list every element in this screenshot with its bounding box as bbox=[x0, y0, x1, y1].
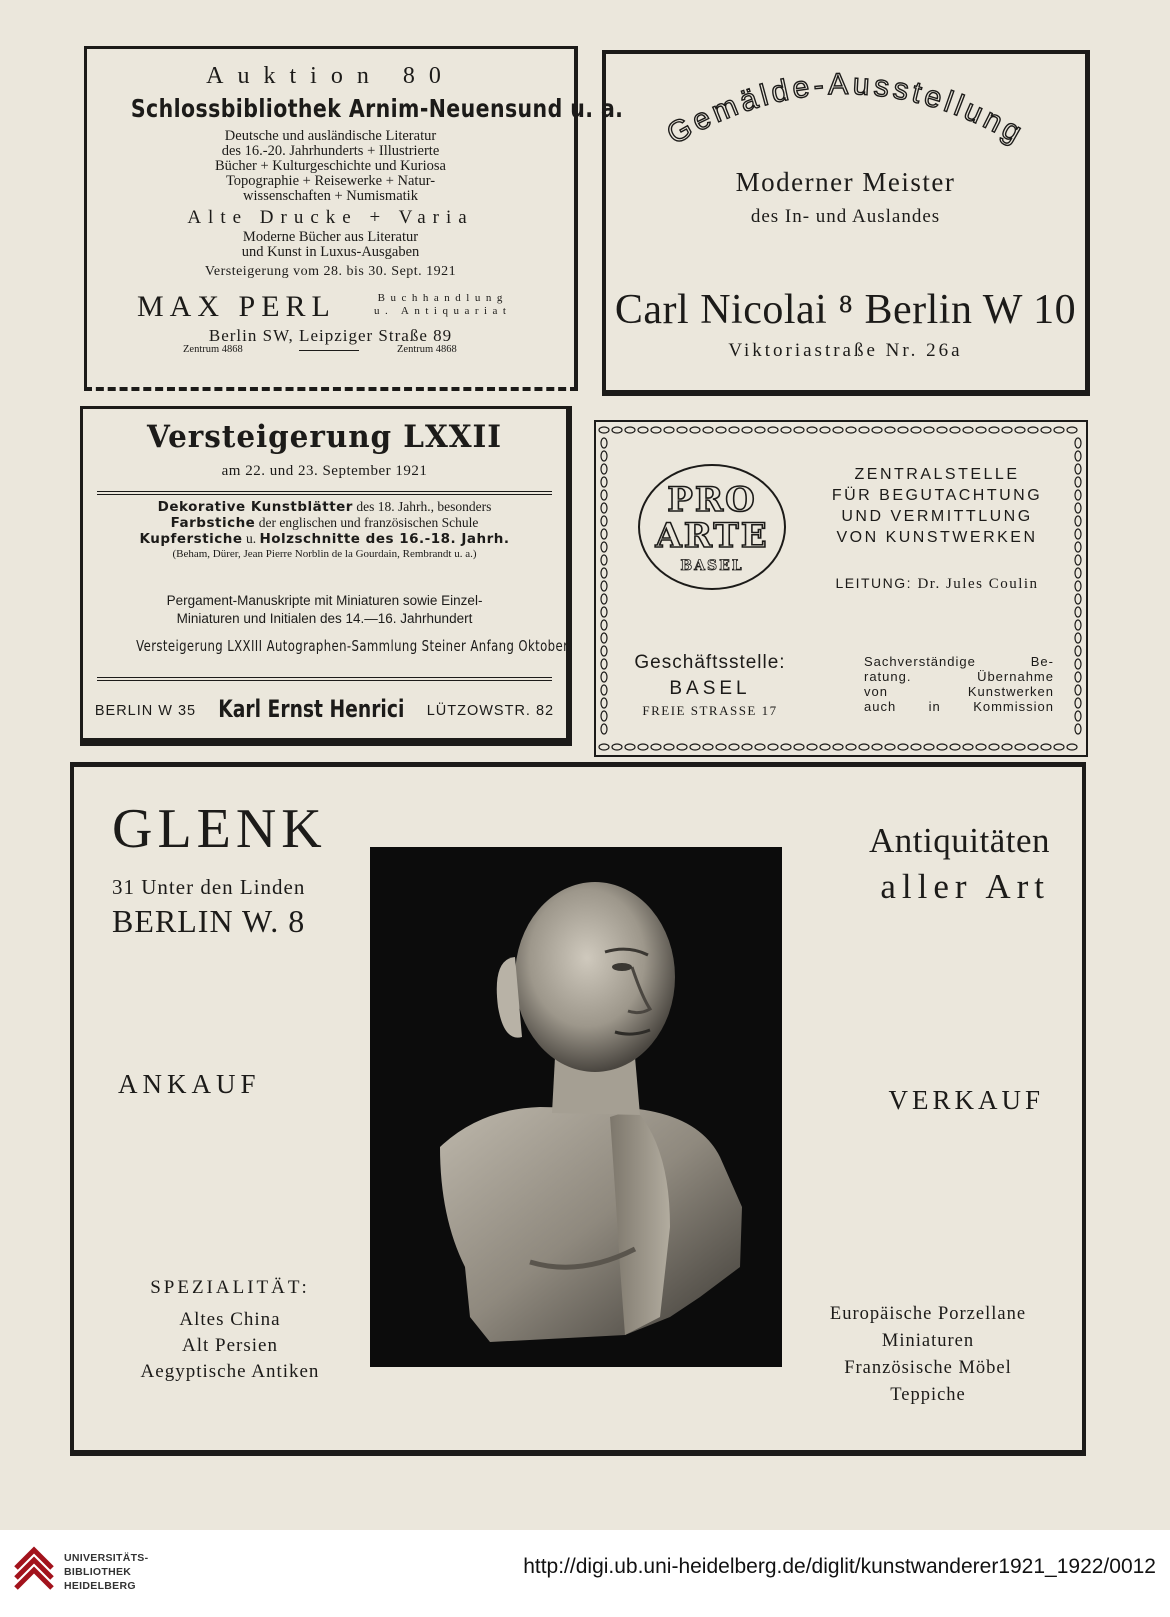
chain-link bbox=[601, 659, 607, 669]
chain-link bbox=[729, 427, 739, 433]
chain-link bbox=[1075, 542, 1081, 552]
firm-row bbox=[87, 286, 574, 326]
chain-link bbox=[599, 744, 609, 750]
chain-link bbox=[859, 427, 869, 433]
speciality-list bbox=[104, 1307, 356, 1385]
chain-link bbox=[1015, 427, 1025, 433]
chain-link bbox=[1075, 711, 1081, 721]
chain-link bbox=[677, 427, 687, 433]
chain-link bbox=[950, 427, 960, 433]
firm-street: LÜTZOWSTR. 82 bbox=[426, 703, 555, 719]
chain-link bbox=[937, 744, 947, 750]
auction-date: Versteigerung vom 28. bis 30. Sept. 1921 bbox=[204, 264, 457, 279]
firm-name: MAX PERL bbox=[137, 290, 336, 323]
chain-link bbox=[1067, 427, 1077, 433]
chain-link bbox=[599, 427, 609, 433]
chain-link bbox=[664, 427, 674, 433]
gallery-name: Carl Nicolai ⁸ Berlin W 10 bbox=[614, 287, 1077, 333]
text-line: Moderne Bücher aus Literatur bbox=[242, 229, 419, 245]
logo-line: ARTE bbox=[655, 516, 769, 556]
auction-description bbox=[87, 129, 574, 204]
chain-link bbox=[1075, 464, 1081, 474]
text-line: auch in Kommission bbox=[864, 699, 1054, 714]
chain-link bbox=[898, 744, 908, 750]
ad-pro-arte bbox=[594, 420, 1088, 757]
firm-footer bbox=[83, 695, 566, 723]
text-line: HEIDELBERG bbox=[64, 1580, 136, 1592]
ad-carl-nicolai bbox=[602, 50, 1090, 396]
list-item: Miniaturen bbox=[881, 1331, 975, 1351]
chain-link bbox=[924, 427, 934, 433]
chain-link bbox=[601, 464, 607, 474]
ankauf-label: ANKAUF bbox=[118, 1069, 261, 1099]
chain-link bbox=[1075, 607, 1081, 617]
chain-link bbox=[625, 427, 635, 433]
services bbox=[864, 654, 1054, 714]
logo-line: PRO bbox=[667, 480, 757, 520]
chain-link bbox=[601, 724, 607, 734]
chain-link bbox=[1002, 427, 1012, 433]
organisation-name bbox=[812, 464, 1062, 548]
dealer-street: 31 Unter den Linden bbox=[112, 875, 306, 899]
chain-link bbox=[1054, 744, 1064, 750]
library-logo-icon bbox=[12, 1544, 56, 1594]
chain-link bbox=[601, 594, 607, 604]
text-line: von Kunstwerken bbox=[864, 684, 1054, 699]
goods-list bbox=[792, 1301, 1064, 1409]
chain-link bbox=[601, 503, 607, 513]
ad-glenk bbox=[70, 762, 1086, 1456]
text-line: (Beham, Dürer, Jean Pierre Norblin de la Gourdain, Rembrandt u. a.) bbox=[172, 548, 477, 560]
chain-link bbox=[601, 672, 607, 682]
chain-link bbox=[664, 744, 674, 750]
text-line: ZENTRALSTELLE bbox=[854, 466, 1020, 483]
chain-link bbox=[1075, 620, 1081, 630]
chain-link bbox=[820, 427, 830, 433]
chain-link bbox=[807, 427, 817, 433]
text-line: des 16.-20. Jahrhunderts + Illustrierte bbox=[221, 143, 440, 159]
chain-link bbox=[807, 744, 817, 750]
chain-link bbox=[781, 427, 791, 433]
bust-photograph bbox=[370, 847, 782, 1367]
chain-link bbox=[601, 555, 607, 565]
chain-link bbox=[1075, 633, 1081, 643]
chain-link bbox=[1075, 451, 1081, 461]
chain-link bbox=[755, 427, 765, 433]
text-regular: des 18. Jahrh., besonders bbox=[352, 499, 492, 514]
permalink[interactable]: http://digi.ub.uni-heidelberg.de/diglit/kunstwanderer1921_1922/0012 bbox=[523, 1555, 1156, 1578]
chain-link bbox=[703, 744, 713, 750]
chain-link bbox=[638, 744, 648, 750]
library-name bbox=[64, 1551, 148, 1593]
chain-link bbox=[872, 427, 882, 433]
office-label: Geschäftsstelle: bbox=[634, 652, 786, 673]
text-line: wissenschaften + Numismatik bbox=[243, 188, 418, 204]
text-regular: u. bbox=[242, 531, 260, 546]
chain-link bbox=[989, 427, 999, 433]
list-item: Alt Persien bbox=[182, 1335, 278, 1356]
chain-link bbox=[1075, 555, 1081, 565]
chain-link bbox=[601, 516, 607, 526]
chain-link bbox=[1075, 724, 1081, 734]
chain-link bbox=[976, 427, 986, 433]
text-bold: Holzschnitte des 16.-18. Jahrh. bbox=[259, 531, 510, 547]
text-line: Miniaturen und Initialen des 14.—16. Jahrhundert bbox=[176, 611, 473, 626]
chain-link bbox=[937, 427, 947, 433]
chain-link bbox=[601, 542, 607, 552]
chain-link bbox=[1075, 477, 1081, 487]
chain-link bbox=[703, 427, 713, 433]
leitung-label: LEITUNG: bbox=[835, 575, 913, 591]
text-line: und Kunst in Luxus-Ausgaben bbox=[241, 244, 420, 260]
chain-link bbox=[911, 744, 921, 750]
firm-type bbox=[374, 292, 512, 318]
phone-right: Zentrum 4868 bbox=[397, 344, 457, 355]
chain-link bbox=[690, 744, 700, 750]
text-bold: Kupferstiche bbox=[139, 531, 243, 547]
text-line: UND VERMITTLUNG bbox=[841, 508, 1033, 525]
chain-link bbox=[601, 477, 607, 487]
auction-description bbox=[83, 499, 566, 561]
ad-henrici-auction bbox=[80, 406, 572, 746]
text-line: Sachverständige Be- bbox=[864, 654, 1054, 669]
gallery-address: Viktoriastraße Nr. 26a bbox=[728, 340, 963, 361]
chain-link bbox=[1075, 529, 1081, 539]
verkauf-label: VERKAUF bbox=[888, 1085, 1044, 1115]
chain-link bbox=[601, 529, 607, 539]
chain-link bbox=[612, 427, 622, 433]
chain-link bbox=[1067, 744, 1077, 750]
auction-title: Versteigerung LXXII bbox=[146, 419, 503, 455]
chain-link bbox=[729, 744, 739, 750]
next-auction: Versteigerung LXXIII Autographen-Sammlung Steiner Anfang Oktober bbox=[136, 637, 569, 655]
firm-name: Karl Ernst Henrici bbox=[218, 695, 405, 723]
chain-link bbox=[601, 711, 607, 721]
chain-link bbox=[601, 438, 607, 448]
firm-city: BERLIN W 35 bbox=[94, 703, 197, 719]
chain-link bbox=[1015, 744, 1025, 750]
digitisation-footer bbox=[0, 1530, 1170, 1617]
phone-left: Zentrum 4868 bbox=[183, 344, 243, 355]
text-line: FÜR BEGUTACHTUNG bbox=[831, 487, 1043, 504]
chain-link bbox=[1075, 490, 1081, 500]
chain-link bbox=[768, 744, 778, 750]
divider bbox=[97, 677, 552, 681]
text-line: Deutsche und ausländische Literatur bbox=[224, 128, 437, 144]
chain-link bbox=[846, 744, 856, 750]
chain-link bbox=[1028, 427, 1038, 433]
ad-max-perl-auction bbox=[84, 46, 624, 391]
chain-link bbox=[950, 744, 960, 750]
chain-link bbox=[885, 427, 895, 433]
text-regular: der englischen und französischen Schule bbox=[255, 515, 479, 530]
chain-link bbox=[612, 744, 622, 750]
text-line bbox=[83, 515, 566, 531]
bust-image bbox=[370, 847, 782, 1367]
chain-link bbox=[651, 744, 661, 750]
chain-link bbox=[1075, 685, 1081, 695]
chain-link bbox=[677, 744, 687, 750]
firm-address: Berlin SW, Leipziger Straße 89 bbox=[208, 326, 453, 345]
text-bold: Farbstiche bbox=[170, 515, 256, 531]
antiques-subheading: aller Art bbox=[880, 867, 1050, 906]
text-line: ratung. Übernahme bbox=[864, 669, 1054, 684]
chain-link bbox=[794, 427, 804, 433]
auction-subhead: Alte Drucke + Varia bbox=[187, 207, 474, 228]
antiques-heading: Antiquitäten bbox=[869, 821, 1050, 860]
chain-link bbox=[638, 427, 648, 433]
chain-link bbox=[601, 451, 607, 461]
text-line: VON KUNSTWERKEN bbox=[836, 529, 1038, 546]
chain-link bbox=[601, 581, 607, 591]
chain-link bbox=[716, 427, 726, 433]
chain-link bbox=[872, 744, 882, 750]
chain-link bbox=[1002, 744, 1012, 750]
chain-link bbox=[898, 427, 908, 433]
chain-link bbox=[833, 427, 843, 433]
arc-heading bbox=[606, 54, 1086, 174]
chain-link bbox=[1075, 672, 1081, 682]
chain-link bbox=[716, 744, 726, 750]
text-line: BIBLIOTHEK bbox=[64, 1566, 132, 1578]
logo-line: BASEL bbox=[680, 558, 744, 574]
office-city: BASEL bbox=[669, 678, 751, 699]
chain-link bbox=[859, 744, 869, 750]
chain-link bbox=[601, 633, 607, 643]
leitung-name: Dr. Jules Coulin bbox=[917, 576, 1039, 592]
arc-heading-text: Gemälde-Ausstellung bbox=[661, 67, 1031, 152]
chain-link bbox=[1075, 594, 1081, 604]
chain-link bbox=[742, 427, 752, 433]
speciality-label: SPEZIALITÄT: bbox=[150, 1277, 310, 1298]
auction-title: Auktion 80 bbox=[206, 63, 455, 89]
chain-link bbox=[885, 744, 895, 750]
chain-link bbox=[794, 744, 804, 750]
chain-link bbox=[1041, 744, 1051, 750]
chain-link bbox=[690, 427, 700, 433]
chain-link bbox=[781, 744, 791, 750]
chain-link bbox=[742, 744, 752, 750]
chain-link bbox=[601, 698, 607, 708]
exhibition-subtitle-2: des In- und Auslandes bbox=[750, 206, 941, 227]
list-item: Französische Möbel bbox=[844, 1358, 1012, 1378]
chain-link bbox=[601, 685, 607, 695]
chain-link bbox=[1041, 427, 1051, 433]
dealer-name: GLENK bbox=[112, 798, 327, 860]
chain-link bbox=[1075, 438, 1081, 448]
text-line bbox=[83, 531, 566, 547]
chain-link bbox=[1075, 646, 1081, 656]
office-street: FREIE STRASSE 17 bbox=[642, 703, 778, 718]
list-item: Aegyptische Antiken bbox=[140, 1361, 320, 1382]
chain-link bbox=[1075, 581, 1081, 591]
chain-link bbox=[1075, 568, 1081, 578]
chain-link bbox=[601, 490, 607, 500]
chain-link bbox=[963, 744, 973, 750]
chain-link bbox=[768, 427, 778, 433]
text-bold: Dekorative Kunstblätter bbox=[157, 499, 353, 515]
auction-description-2 bbox=[83, 592, 566, 628]
office-address bbox=[620, 652, 800, 719]
text-line: Buchhandlung bbox=[377, 292, 508, 304]
svg-text:Gemälde-Ausstellung bbox=[661, 68, 1030, 151]
text-line bbox=[83, 499, 566, 515]
chain-link bbox=[1054, 427, 1064, 433]
pro-arte-logo bbox=[638, 464, 786, 590]
auction-headline: Schlossbibliothek Arnim-Neuensund u. a. bbox=[130, 94, 624, 123]
text-line: u. Antiquariat bbox=[374, 305, 512, 317]
chain-link bbox=[846, 427, 856, 433]
text-line: Pergament-Manuskripte mit Miniaturen sowie Einzel- bbox=[166, 593, 483, 608]
auction-date: am 22. und 23. September 1921 bbox=[221, 463, 428, 479]
chain-link bbox=[924, 744, 934, 750]
chain-link bbox=[963, 427, 973, 433]
auction-description-2 bbox=[87, 230, 574, 260]
text-line: UNIVERSITÄTS- bbox=[64, 1552, 149, 1564]
text-line: Bücher + Kulturgeschichte und Kuriosa bbox=[215, 158, 446, 174]
chain-link bbox=[601, 607, 607, 617]
chain-link bbox=[1028, 744, 1038, 750]
chain-link bbox=[755, 744, 765, 750]
chain-link bbox=[833, 744, 843, 750]
list-item: Altes China bbox=[179, 1309, 281, 1330]
chain-link bbox=[601, 646, 607, 656]
chain-link bbox=[601, 568, 607, 578]
divider bbox=[97, 491, 552, 495]
dealer-city: BERLIN W. 8 bbox=[112, 903, 306, 939]
list-item: Europäische Porzellane bbox=[829, 1304, 1027, 1324]
chain-link bbox=[651, 427, 661, 433]
chain-link bbox=[1075, 503, 1081, 513]
chain-link bbox=[1075, 659, 1081, 669]
chain-link bbox=[989, 744, 999, 750]
exhibition-subtitle: Moderner Meister bbox=[735, 167, 956, 197]
chain-link bbox=[1075, 698, 1081, 708]
list-item: Teppiche bbox=[890, 1385, 966, 1405]
chain-link bbox=[625, 744, 635, 750]
leitung bbox=[812, 575, 1062, 593]
chain-link bbox=[976, 744, 986, 750]
phone-row bbox=[87, 346, 574, 360]
chain-link bbox=[601, 620, 607, 630]
chain-link bbox=[820, 744, 830, 750]
chain-link bbox=[1075, 516, 1081, 526]
text-line: Topographie + Reisewerke + Natur- bbox=[225, 173, 436, 189]
divider bbox=[299, 350, 359, 351]
chain-link bbox=[911, 427, 921, 433]
